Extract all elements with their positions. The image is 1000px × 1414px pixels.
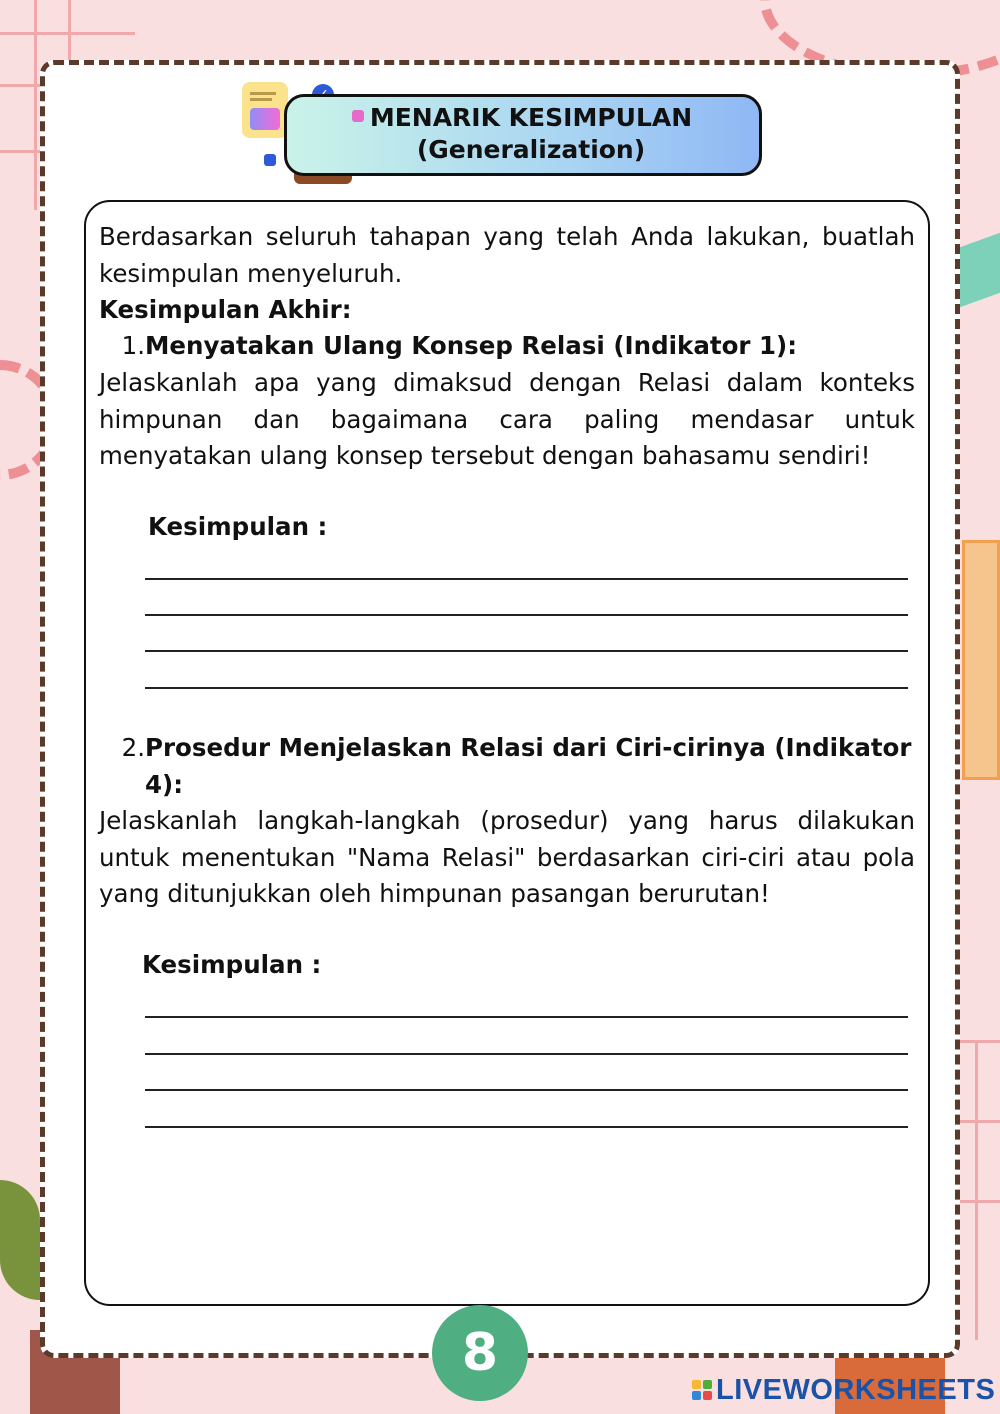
page-number-badge bbox=[432, 1305, 528, 1401]
item-2-title bbox=[99, 730, 919, 803]
liveworksheets-logo-icon bbox=[692, 1380, 712, 1400]
item-2-title-line1: Prosedur Menjelaskan Relasi dari Ciri-cirinya (Indikator bbox=[145, 733, 912, 762]
page-number: 8 bbox=[461, 1323, 499, 1383]
final-conclusion-heading: Kesimpulan Akhir: bbox=[99, 295, 352, 324]
item-1-number: 1. bbox=[121, 331, 145, 360]
section-title-line2: (Generalization) bbox=[416, 135, 646, 164]
item-1-title bbox=[99, 328, 919, 365]
item-2-answer-line[interactable] bbox=[145, 1089, 908, 1091]
item-1-answer-label: Kesimpulan : bbox=[148, 512, 328, 541]
item-2-answer-line[interactable] bbox=[145, 1126, 908, 1128]
item-2-answer-label: Kesimpulan : bbox=[142, 950, 322, 979]
item-2-prompt: Jelaskanlah langkah-langkah (prosedur) yang harus dilakukan untuk menentukan "Nama Relasi" berdasarkan ciri-ciri atau pola yang ditunjukkan oleh himpunan pasangan berurutan! bbox=[99, 806, 915, 908]
item-2-title-line2: 4): bbox=[145, 769, 184, 799]
brand-name: LIVEWORKSHEETS bbox=[716, 1373, 996, 1406]
item-2-number: 2. bbox=[121, 733, 145, 762]
item-1-answer-line[interactable] bbox=[145, 578, 908, 580]
item-1-title-text: Menyatakan Ulang Konsep Relasi (Indikator 1): bbox=[145, 331, 798, 360]
item-2-answer-line[interactable] bbox=[145, 1053, 908, 1055]
item-2-answer-line[interactable] bbox=[145, 1016, 908, 1018]
intro-text: Berdasarkan seluruh tahapan yang telah Anda lakukan, buatlah kesimpulan menyeluruh. bbox=[99, 222, 915, 288]
section-title-line1: MENARIK KESIMPULAN bbox=[369, 103, 693, 132]
item-1-prompt: Jelaskanlah apa yang dimaksud dengan Relasi dalam konteks himpunan dan bagaimana cara paling mendasar untuk menyatakan ulang konsep tersebut dengan bahasamu sendiri! bbox=[99, 368, 915, 470]
section-title bbox=[366, 102, 696, 166]
item-1-answer-line[interactable] bbox=[145, 614, 908, 616]
bullet-square-icon bbox=[352, 110, 364, 122]
item-1-answer-line[interactable] bbox=[145, 650, 908, 652]
item-1-answer-line[interactable] bbox=[145, 687, 908, 689]
liveworksheets-logo[interactable] bbox=[692, 1372, 995, 1408]
